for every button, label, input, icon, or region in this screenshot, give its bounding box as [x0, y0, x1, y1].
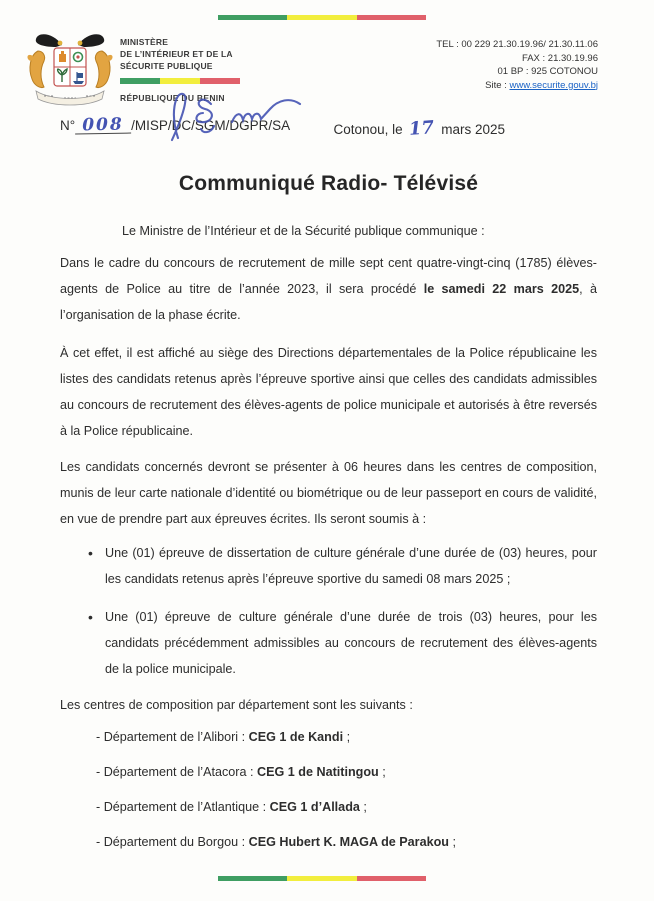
flag-yellow-segment [160, 78, 200, 84]
place-and-date [334, 118, 505, 139]
flag-green-segment [218, 15, 287, 20]
website-link[interactable]: www.securite.gouv.bj [509, 79, 598, 91]
flag-green-segment [120, 78, 160, 84]
department-item-borgou: - Département du Borgou : CEG Hubert K. MAGA de Parakou ; [96, 835, 456, 849]
reference-suffix: /MISP/DC/SGM/DGPR/SA [131, 118, 291, 133]
republic-label: RÉPUBLIQUE DU BENIN [120, 93, 225, 103]
paragraph-consignes: Les candidats concernés devront se présenter à 06 heures dans les centres de composition, munis de leur carte nationale d’identité ou biométrique ou de leur passeport en cours de validité, en vue de prendre part aux épreuves écrites. Ils seront soumis à : [60, 460, 597, 526]
reference-prefix: N° [60, 118, 76, 133]
flag-red-segment [357, 15, 426, 20]
benin-coat-of-arms-logo [24, 29, 116, 111]
flag-green-segment [218, 876, 287, 881]
ministry-block [120, 36, 240, 104]
ministry-line-1: MINISTÈRE [120, 37, 169, 47]
epreuves-list [60, 540, 597, 682]
flag-yellow-segment [287, 15, 356, 20]
flag-red-segment [200, 78, 240, 84]
contact-fax: FAX : 21.30.19.96 [521, 52, 598, 64]
reference-number [60, 114, 291, 139]
document-title: Communiqué Radio- Télévisé [178, 172, 479, 195]
bullet-item-culture-generale: • Une (01) épreuve de culture générale d’une durée de trois (03) heures, pour les candidats précédemment admissibles au concours de recrutement des élèves-agents de la police municipale. [60, 604, 597, 682]
flag-bar-top [218, 15, 426, 20]
reference-row [60, 114, 597, 140]
contact-site-row [436, 79, 598, 93]
flag-bar-mini [120, 78, 240, 84]
handwritten-reference-number: 008 [75, 118, 131, 135]
date-suffix: mars 2025 [441, 122, 505, 137]
ministry-line-3: SÉCURITE PUBLIQUE [120, 61, 213, 71]
contact-block [436, 38, 598, 92]
place-date-prefix: Cotonou, le [333, 122, 403, 137]
flag-bar-bottom [218, 876, 426, 881]
paragraph-concours: Dans le cadre du concours de recrutement de mille sept cent quatre-vingt-cinq (1785) élèves-agents de Police au titre de l’année 2023, il sera procédé le samedi 22 mars 2025, à l’organisation de la phase écrite. [60, 256, 597, 322]
bullet-item-dissertation: • Une (01) épreuve de dissertation de culture générale d’une durée de (03) heures, pour les candidats retenus après l’épreuve sportive du samedi 08 mars 2025 ; [60, 540, 597, 592]
contact-bp: 01 BP : 925 COTONOU [497, 66, 598, 77]
contact-tel: TEL : 00 229 21.30.19.96/ 21.30.11.06 [436, 39, 598, 50]
ministry-line-2: DE L’INTÉRIEUR ET DE LA [120, 49, 233, 59]
handwritten-day: 17 [408, 117, 436, 140]
document-body [60, 172, 597, 864]
flag-yellow-segment [287, 876, 356, 881]
department-item-atlantique: - Département de l’Atlantique : CEG 1 d’Allada ; [96, 800, 367, 814]
site-label: Site : [485, 79, 510, 91]
centers-intro: Les centres de composition par département sont les suivants : [60, 698, 413, 712]
paragraph-affichage: À cet effet, il est affiché au siège des Directions départementales de la Police républicaine les listes des candidats retenus après l’épreuve sportive ainsi que celles des candidats admissibles au concours de recrutement des élèves-agents de police municipale et autorisés à être reversés à la Police républicaine. [60, 346, 597, 438]
departments-list [60, 724, 597, 855]
flag-red-segment [357, 876, 426, 881]
paragraph-intro: Le Ministre de l’Intérieur et de la Sécurité publique communique : [122, 224, 485, 238]
department-item-alibori: - Département de l’Alibori : CEG 1 de Kandi ; [96, 730, 351, 744]
department-item-atacora: - Département de l’Atacora : CEG 1 de Natitingou ; [96, 765, 386, 779]
